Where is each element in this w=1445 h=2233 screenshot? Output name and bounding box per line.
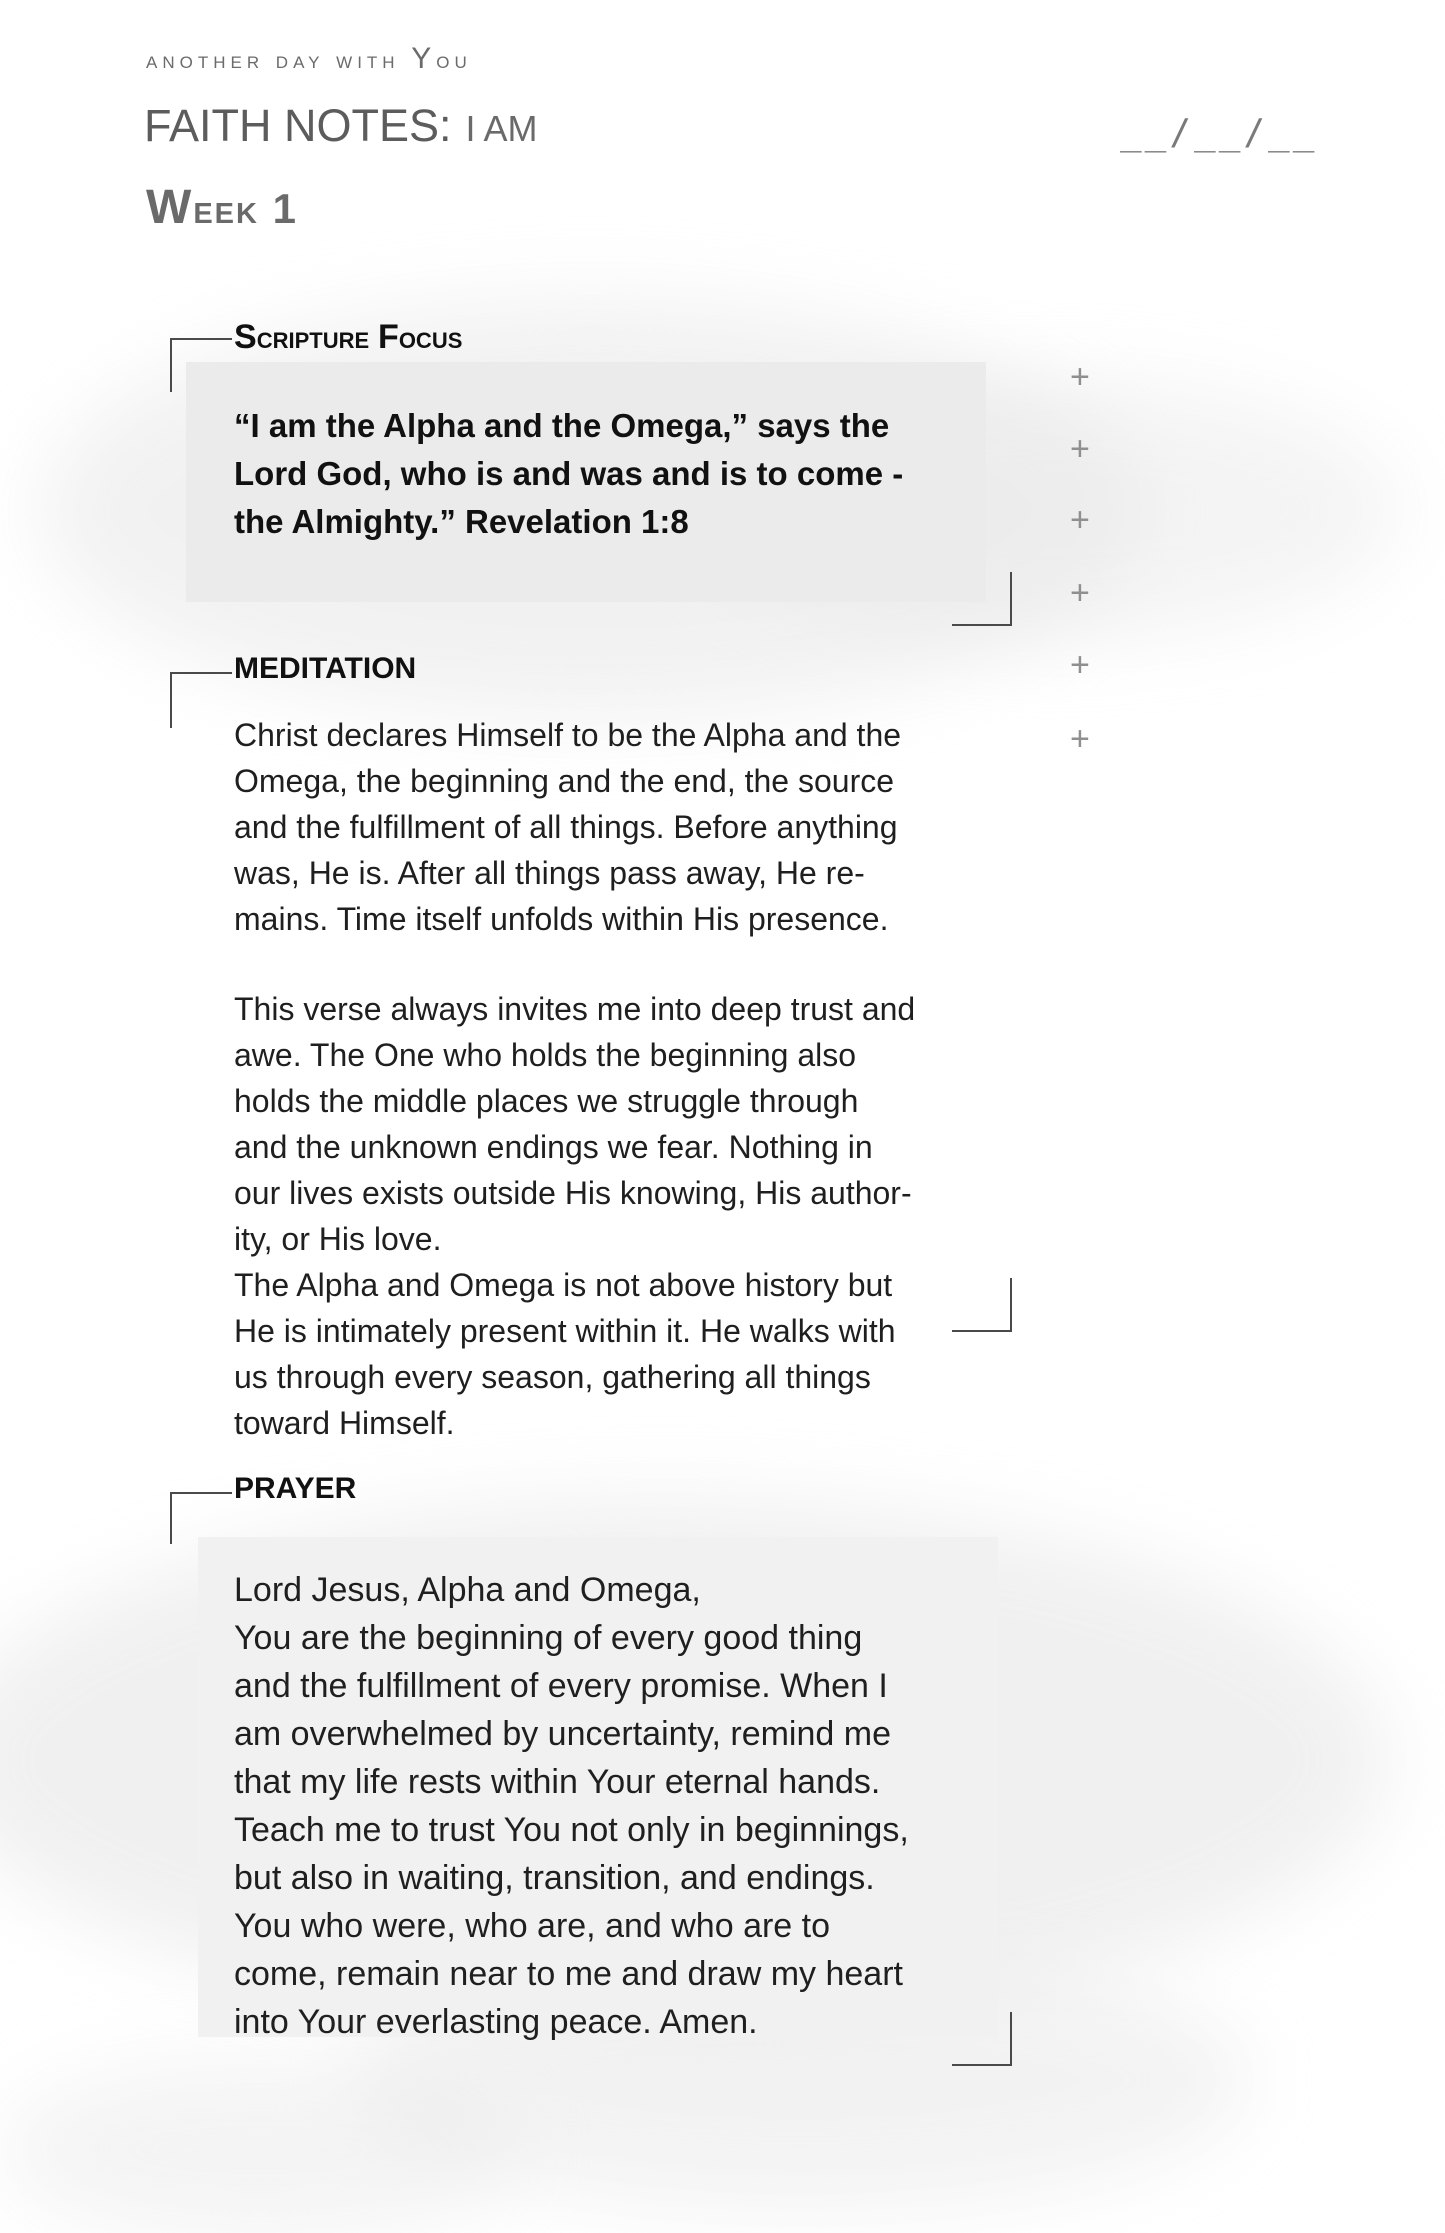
text-line: He is intimately present within it. He walks with: [234, 1313, 896, 1349]
prayer-label: PRAYER: [234, 1472, 357, 1505]
bracket-corner: [952, 624, 1012, 626]
bracket-corner: [170, 1492, 232, 1494]
plus-mark: +: [1070, 646, 1090, 684]
scripture-focus-label: [234, 318, 462, 357]
text-line: This verse always invites me into deep trust and: [234, 991, 916, 1027]
text-line: Omega, the beginning and the end, the source: [234, 763, 895, 799]
text-line: was, He is. After all things pass away, He re-: [234, 855, 865, 891]
prayer-text: [234, 1566, 994, 2046]
plus-mark: +: [1070, 358, 1090, 396]
text-line: The Alpha and Omega is not above history but: [234, 1267, 893, 1303]
page-title-main: FAITH NOTES:: [144, 100, 452, 151]
prayer-line: that my life rests within Your eternal hands.: [234, 1763, 881, 1801]
prayer-line: but also in waiting, transition, and endings.: [234, 1859, 875, 1897]
text-line: toward Himself.: [234, 1405, 455, 1441]
prayer-line: come, remain near to me and draw my heart: [234, 1955, 903, 1993]
series-title-you-initial: Y: [411, 42, 437, 75]
plus-mark: +: [1070, 430, 1090, 468]
series-title: [146, 42, 472, 76]
bracket-corner: [170, 672, 172, 728]
week-label-initial: W: [146, 181, 194, 234]
bracket-corner: [1010, 1278, 1012, 1330]
prayer-line: You who were, who are, and who are to: [234, 1907, 831, 1945]
text-line: awe. The One who holds the beginning also: [234, 1037, 857, 1073]
text-line: our lives exists outside His knowing, His author-: [234, 1175, 912, 1211]
text-line: ity, or His love.: [234, 1221, 442, 1257]
prayer-line: and the fulfillment of every promise. When I: [234, 1667, 888, 1705]
label-rest: cripture: [256, 319, 379, 355]
verse-line: the Almighty.” Revelation 1:8: [234, 503, 689, 540]
watercolor-wash: [0, 2060, 520, 2233]
text-line: and the fulfillment of all things. Before anything: [234, 809, 898, 845]
meditation-label: MEDITATION: [234, 652, 417, 685]
week-label-rest: eek 1: [193, 185, 298, 232]
prayer-line: Teach me to trust You not only in beginnings,: [234, 1811, 909, 1849]
bracket-corner: [1010, 2012, 1012, 2064]
week-label: [146, 180, 298, 235]
prayer-line: into Your everlasting peace. Amen.: [234, 2003, 758, 2041]
meditation-paragraph: [234, 986, 1014, 1446]
bracket-corner: [1010, 572, 1012, 624]
series-title-rest: nother day with: [162, 47, 412, 74]
series-title-initial: a: [146, 47, 163, 74]
date-field[interactable]: __/__/__: [1120, 112, 1318, 153]
verse-line: Lord God, who is and was and is to come -: [234, 455, 904, 492]
text-line: and the unknown endings we fear. Nothing in: [234, 1129, 873, 1165]
series-title-you-rest: ou: [436, 47, 472, 74]
bracket-corner: [170, 338, 232, 340]
prayer-line: am overwhelmed by uncertainty, remind me: [234, 1715, 891, 1753]
page-title: [144, 100, 538, 152]
prayer-line: You are the beginning of every good thing: [234, 1619, 863, 1657]
label-rest: ocus: [398, 319, 463, 355]
bracket-corner: [952, 1330, 1012, 1332]
label-initial: S: [234, 318, 257, 356]
prayer-line: Lord Jesus, Alpha and Omega,: [234, 1571, 701, 1609]
text-line: us through every season, gathering all things: [234, 1359, 871, 1395]
bracket-corner: [952, 2064, 1012, 2066]
page-title-subtitle: I AM: [465, 108, 538, 149]
label-initial: F: [378, 318, 399, 356]
plus-mark: +: [1070, 720, 1090, 758]
bracket-corner: [170, 672, 232, 674]
text-line: mains. Time itself unfolds within His presence.: [234, 901, 889, 937]
meditation-paragraph: [234, 712, 1014, 942]
bracket-corner: [170, 338, 172, 392]
text-line: holds the middle places we struggle through: [234, 1083, 859, 1119]
plus-mark: +: [1070, 574, 1090, 612]
verse-line: “I am the Alpha and the Omega,” says the: [234, 407, 890, 444]
bracket-corner: [170, 1492, 172, 1544]
text-line: Christ declares Himself to be the Alpha and the: [234, 717, 902, 753]
scripture-verse: [234, 402, 974, 546]
plus-mark: +: [1070, 501, 1090, 539]
